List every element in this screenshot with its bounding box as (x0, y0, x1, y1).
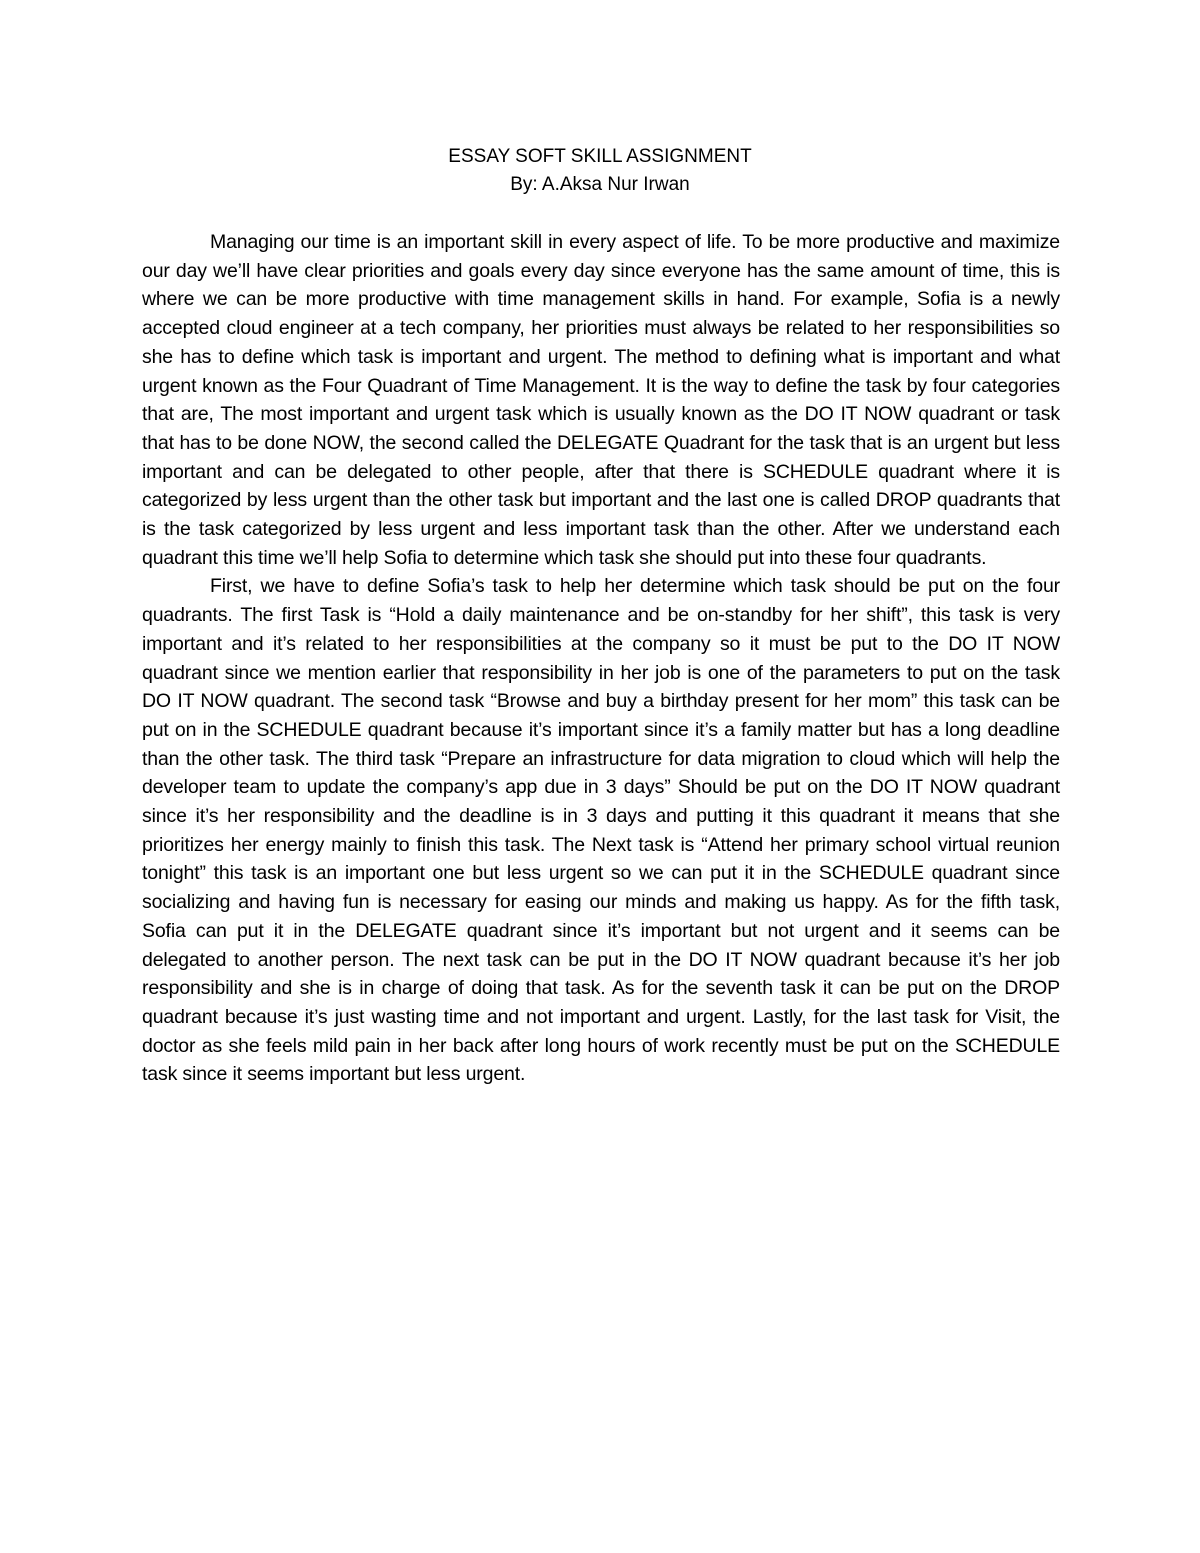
paragraph-1: Managing our time is an important skill in every aspect of life. To be more productive and maximize our day we’ll have clear priorities and goals every day since everyone has the same amount of time, this is where we can be more productive with time management skills in hand. For example, Sofia is a newly accepted cloud engineer at a tech company, her priorities must always be related to her responsibilities so she has to define which task is important and urgent. The method to defining what is important and what urgent known as the Four Quadrant of Time Management. It is the way to define the task by four categories that are, The most important and urgent task which is usually known as the DO IT NOW quadrant or task that has to be done NOW, the second called the DELEGATE Quadrant for the task that is an urgent but less important and can be delegated to other people, after that there is SCHEDULE quadrant where it is categorized by less urgent than the other task but important and the last one is called DROP quadrants that is the task categorized by less urgent and less important task than the other. After we understand each quadrant this time we’ll help Sofia to determine which task she should put into these four quadrants. (142, 231, 1060, 569)
document-header (0, 143, 1200, 199)
paragraph-2: First, we have to define Sofia’s task to help her determine which task should be put on the four quadrants. The first Task is “Hold a daily maintenance and be on-standby for her shift”, this task is very important and it’s related to her responsibilities at the company so it must be put to the DO IT NOW quadrant since we mention earlier that responsibility in her job is one of the parameters to put on the task DO IT NOW quadrant. The second task “Browse and buy a birthday present for her mom” this task can be put on in the SCHEDULE quadrant because it’s important since it’s a family matter but has a long deadline than the other task. The third task “Prepare an infrastructure for data migration to cloud which will help the developer team to update the company’s app due in 3 days” Should be put on the DO IT NOW quadrant since it’s her responsibility and the deadline is in 3 days and putting it this quadrant it means that she prioritizes her energy mainly to finish this task. The Next task is “Attend her primary school virtual reunion tonight” this task is an important one but less urgent so we can put it in the SCHEDULE quadrant since socializing and having fun is necessary for easing our minds and making us happy. As for the fifth task, Sofia can put it in the DELEGATE quadrant since it’s important but not urgent and it seems can be delegated to another person. The next task can be put in the DO IT NOW quadrant because it’s her job responsibility and she is in charge of doing that task. As for the seventh task it can be put on the DROP quadrant because it’s just wasting time and not important and urgent. Lastly, for the last task for Visit, the doctor as she feels mild pain in her back after long hours of work recently must be put on the SCHEDULE task since it seems important but less urgent. (142, 575, 1060, 1086)
document-body (142, 228, 1060, 1089)
document-title: ESSAY SOFT SKILL ASSIGNMENT (448, 146, 752, 167)
document-byline: By: A.Aksa Nur Irwan (510, 174, 690, 195)
